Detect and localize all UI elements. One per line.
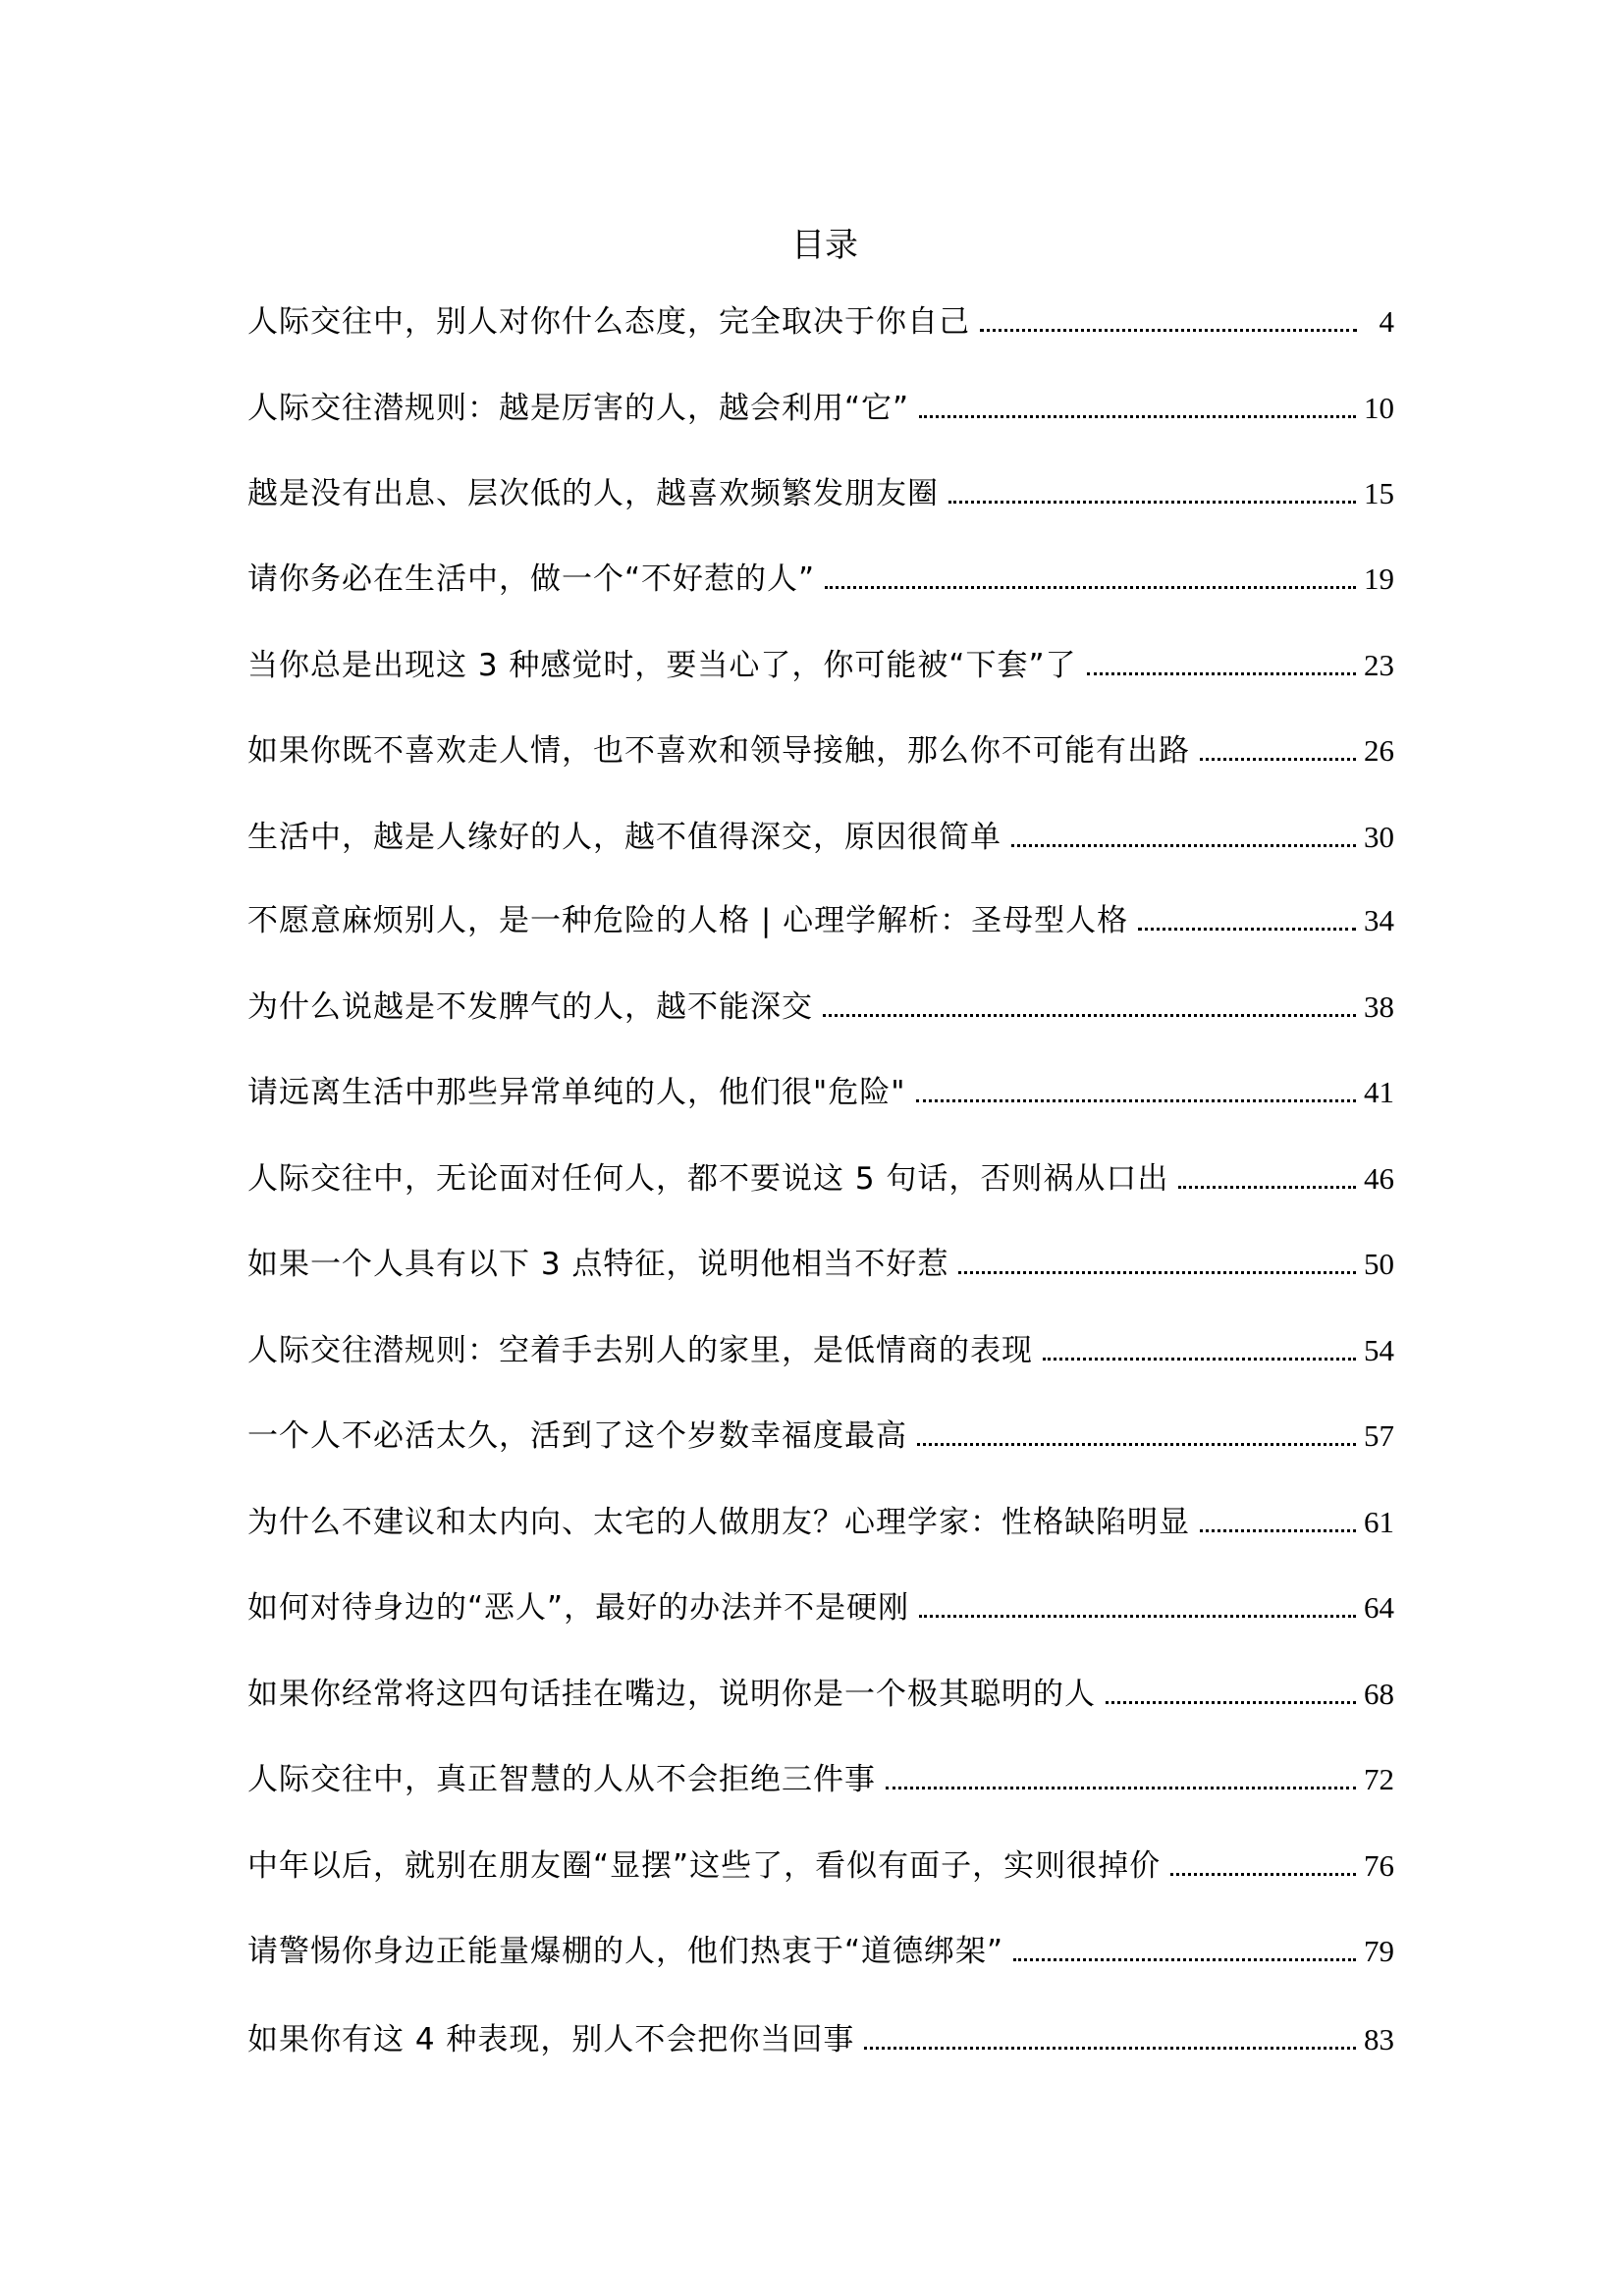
toc-entry[interactable] <box>247 986 1394 1029</box>
dot-leader <box>1011 844 1356 847</box>
toc-entry[interactable] <box>247 1415 1394 1458</box>
toc-entry-title: 为什么说越是不发脾气的人，越不能深交 <box>247 989 813 1025</box>
toc-entry-title: 人际交往中，无论面对任何人，都不要说这 5 句话，否则祸从口出 <box>247 1161 1169 1197</box>
dot-leader <box>1013 1958 1356 1961</box>
toc-entry[interactable] <box>247 300 1394 344</box>
toc-entry-page: 41 <box>1364 1075 1394 1109</box>
toc-title: 目录 <box>791 226 858 265</box>
toc-entry-title: 不愿意麻烦别人，是一种危险的人格 | 心理学解析：圣母型人格 <box>247 903 1129 938</box>
toc-entry-title: 中年以后，就别在朋友圈“显摆”这些了，看似有面子，实则很掉价 <box>247 1848 1162 1884</box>
toc-entry-title: 如果一个人具有以下 3 点特征，说明他相当不好惹 <box>247 1247 949 1282</box>
toc-entry-title: 如果你既不喜欢走人情，也不喜欢和领导接触，那么你不可能有出路 <box>247 733 1190 769</box>
toc-entry-page: 46 <box>1364 1161 1394 1196</box>
toc-entry-page: 79 <box>1364 1934 1394 1968</box>
toc-entry[interactable] <box>247 1844 1394 1888</box>
toc-entry-title: 如果你有这 4 种表现，别人不会把你当回事 <box>247 2022 855 2057</box>
dot-leader <box>917 1443 1356 1446</box>
dot-leader <box>1200 758 1356 761</box>
toc-entry-page: 15 <box>1364 476 1394 510</box>
dot-leader <box>1087 672 1356 675</box>
toc-entry[interactable] <box>247 1243 1394 1286</box>
toc-entry-page: 72 <box>1364 1762 1394 1796</box>
toc-entry-page: 10 <box>1364 391 1394 425</box>
toc-entry-page: 23 <box>1364 648 1394 682</box>
toc-entry[interactable] <box>247 899 1394 942</box>
toc-entry[interactable] <box>247 816 1394 859</box>
dot-leader <box>823 1014 1356 1017</box>
toc-entry[interactable] <box>247 2018 1394 2061</box>
dot-leader <box>1043 1358 1356 1361</box>
toc-entry[interactable] <box>247 1673 1394 1716</box>
dot-leader <box>958 1271 1356 1274</box>
toc-entry[interactable] <box>247 387 1394 430</box>
dot-leader <box>864 2047 1356 2050</box>
toc-entry-page: 68 <box>1364 1677 1394 1711</box>
toc-entry-page: 54 <box>1364 1333 1394 1367</box>
toc-entry-page: 38 <box>1364 989 1394 1024</box>
toc-entry[interactable] <box>247 1157 1394 1201</box>
toc-entry-page: 83 <box>1364 2022 1394 2056</box>
toc-entry-page: 61 <box>1364 1505 1394 1539</box>
toc-entry-title: 请警惕你身边正能量爆棚的人，他们热衷于“道德绑架” <box>247 1934 1004 1969</box>
toc-entry-title: 如何对待身边的“恶人”，最好的办法并不是硬刚 <box>247 1590 910 1626</box>
dot-leader <box>948 501 1356 504</box>
toc-entry[interactable] <box>247 1586 1394 1629</box>
toc-entry[interactable] <box>247 1758 1394 1801</box>
toc-entry-title: 人际交往潜规则：越是厉害的人，越会利用“它” <box>247 391 910 426</box>
dot-leader <box>886 1787 1356 1789</box>
dot-leader <box>1138 928 1356 931</box>
dot-leader <box>1106 1701 1356 1704</box>
toc-entry[interactable] <box>247 472 1394 515</box>
toc-entry-page: 57 <box>1364 1418 1394 1453</box>
toc-entry-page: 34 <box>1364 903 1394 937</box>
dot-leader <box>980 329 1357 332</box>
dot-leader <box>1178 1186 1356 1189</box>
toc-entry-page: 64 <box>1364 1590 1394 1625</box>
toc-entry[interactable] <box>247 1501 1394 1544</box>
dot-leader <box>916 1099 1356 1102</box>
toc-entry[interactable] <box>247 729 1394 773</box>
toc-entry-title: 人际交往潜规则：空着手去别人的家里，是低情商的表现 <box>247 1333 1033 1368</box>
toc-entry-title: 生活中，越是人缘好的人，越不值得深交，原因很简单 <box>247 820 1001 855</box>
toc-entry-title: 请你务必在生活中，做一个“不好惹的人” <box>247 561 816 597</box>
toc-entry[interactable] <box>247 558 1394 601</box>
toc-entry-title: 如果你经常将这四句话挂在嘴边，说明你是一个极其聪明的人 <box>247 1677 1096 1712</box>
toc-entry[interactable] <box>247 1930 1394 1973</box>
toc-entry-page: 26 <box>1364 733 1394 768</box>
dot-leader <box>1170 1873 1356 1876</box>
toc-entry-title: 越是没有出息、层次低的人，越喜欢频繁发朋友圈 <box>247 476 939 511</box>
toc-entry-title: 当你总是出现这 3 种感觉时，要当心了，你可能被“下套”了 <box>247 648 1077 683</box>
toc-entry-page: 76 <box>1364 1848 1394 1883</box>
dot-leader <box>825 586 1356 589</box>
toc-entry-title: 人际交往中，真正智慧的人从不会拒绝三件事 <box>247 1762 876 1797</box>
toc-entry-title: 请远离生活中那些异常单纯的人，他们很"危险" <box>247 1075 906 1110</box>
toc-entry-page: 30 <box>1364 820 1394 854</box>
toc-entry[interactable] <box>247 1329 1394 1372</box>
toc-entry-page: 4 <box>1379 304 1394 339</box>
toc-entry-page: 50 <box>1364 1247 1394 1281</box>
toc-entry-page: 19 <box>1364 561 1394 596</box>
toc-entry-title: 人际交往中，别人对你什么态度，完全取决于你自己 <box>247 304 970 340</box>
toc-entry[interactable] <box>247 644 1394 687</box>
dot-leader <box>919 415 1356 418</box>
toc-entry-title: 为什么不建议和太内向、太宅的人做朋友？心理学家：性格缺陷明显 <box>247 1505 1190 1540</box>
dot-leader <box>919 1615 1356 1618</box>
toc-entry[interactable] <box>247 1071 1394 1114</box>
toc-entry-title: 一个人不必活太久，活到了这个岁数幸福度最高 <box>247 1418 907 1454</box>
dot-leader <box>1200 1529 1356 1532</box>
